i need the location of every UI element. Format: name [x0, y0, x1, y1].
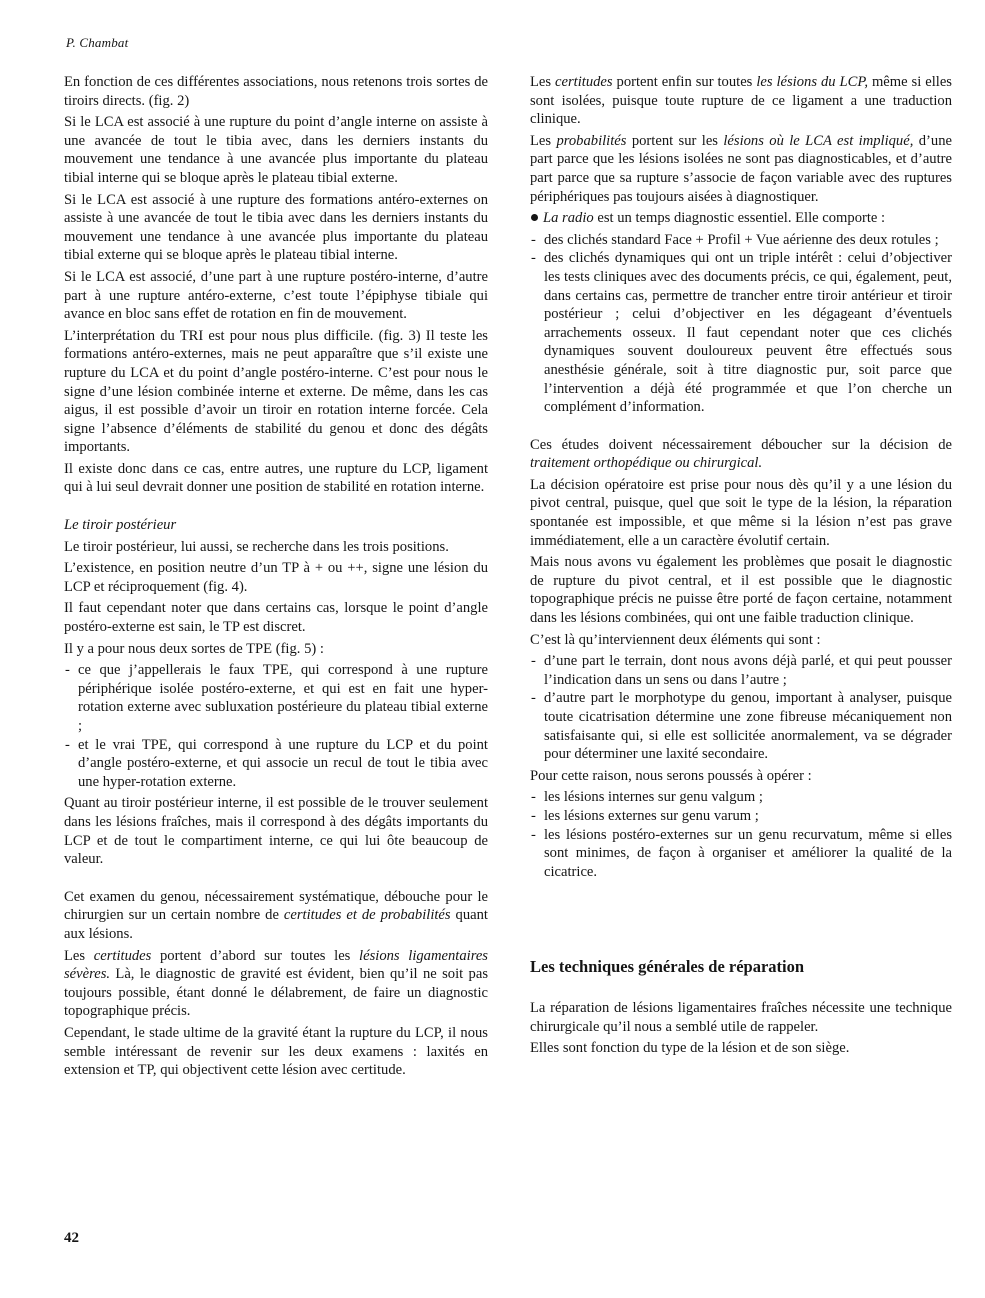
italic-span: certitudes	[555, 74, 613, 90]
operer-list	[530, 788, 952, 881]
section-title: Les techniques générales de réparation	[530, 957, 805, 977]
paragraph	[64, 947, 488, 1021]
elements-list	[530, 652, 952, 764]
paragraph: Il existe donc dans ce cas, entre autres, une rupture du LCP, ligament qui à lui seul devrait donner une position de stabilité en rotation interne.	[64, 460, 488, 496]
list-item: - d’autre part le morphotype du genou, important à analyser, puisque toute cicatrisation détermine une zone fibreuse mécaniquement non satisfaisante qui, si elle est sollicitée anormalement, va se dégrader pour déterminer une laxité secondaire.	[530, 689, 952, 763]
paragraph	[530, 132, 952, 206]
page-number: 42	[64, 1230, 79, 1246]
list-item: - les lésions externes sur genu varum ;	[530, 807, 952, 826]
list-item: - d’une part le terrain, dont nous avons déjà parlé, et qui peut pousser l’indication dans un sens ou dans l’autre ;	[530, 652, 952, 689]
list-item: - des clichés dynamiques qui ont un triple intérêt : celui d’objectiver les tests cliniques avec des documents précis, ce qui, également, peut, dans certains cas, permettre de trancher entre tiroir antérieur et tiroir postérieur ; celui d’objectiver en les dégageant d’éventuels arrachements osseux. Il faut cependant noter que ces clichés dynamiques souvent douloureux peuvent être effectués sous anesthésie générale, soit à titre diagnostic pur, soit parce que l’intervention a déjà été programmée et que l’on cherche un complément d’information.	[530, 249, 952, 416]
text-span: Les	[530, 74, 556, 90]
text-span: portent sur les	[626, 132, 724, 149]
radio-list	[530, 231, 952, 417]
subheading-tiroir-posterieur: Le tiroir postérieur	[64, 517, 177, 534]
paragraph	[530, 209, 952, 228]
paragraph: C’est là qu’interviennent deux éléments qui sont :	[530, 631, 821, 648]
italic-span: La radio	[543, 210, 594, 227]
italic-span: certitudes et de probabilités	[283, 907, 451, 924]
text-span: Les	[64, 947, 94, 964]
italic-span: les lésions du LCP,	[756, 74, 869, 90]
paragraph: Elles sont fonction du type de la lésion et de son siège.	[530, 1040, 850, 1057]
left-column	[64, 73, 488, 1083]
paragraph: Il faut cependant noter que dans certains cas, lorsque le point d’angle postéro-externe est sain, le TP est discret.	[64, 600, 488, 636]
list-item: - des clichés standard Face + Profil + Vue aérienne des deux rotules ;	[530, 231, 952, 250]
text-span: portent d’abord sur toutes les	[151, 947, 360, 964]
paragraph: Mais nous avons vu également les problèmes que posait le diagnostic de rupture du pivot central, et il est possible que le diagnostic topographique précis ne puisse être porté de façon certaine, notamment dans les lésions combinées, qui ont une faible traduction clinique.	[530, 554, 952, 627]
paragraph	[64, 888, 488, 944]
paragraph: Cependant, le stade ultime de la gravité étant la rupture du LCP, il nous semble intéressant de revenir sur les deux examens : laxités en extension et TP, qui objectivent cette lésion avec certitude.	[64, 1024, 488, 1079]
italic-span: lésions ligamentaires sévères.	[64, 947, 488, 983]
paragraph: Le tiroir postérieur, lui aussi, se recherche dans les trois positions.	[64, 538, 449, 555]
paragraph: Si le LCA est associé à une rupture des formations antéro-externes on assiste à une avancée de tout le tibia avec dans les derniers instants du mouvement une tendance à une avancée plus importante du plateau tibial externe qui se bloque après le plateau tibial interne.	[64, 191, 488, 264]
italic-span: probabilités	[556, 132, 627, 149]
running-head-author: P. Chambat	[66, 35, 129, 50]
text-span: d’une part parce que les lésions isolées ne sont pas diagnosticables, et d’autre part parce que sa rupture s’associe de façon variable avec des ruptures périphériques pas toujours aisées à diagnostiquer.	[530, 132, 952, 205]
text-span: Cet examen du genou, nécessairement systématique, débouche pour le chirurgien sur un certain nombre de	[64, 888, 488, 924]
paragraph: La décision opératoire est prise pour nous dès qu’il y a une lésion du pivot central, puisque, quel que soit le type de la lésion, la réparation spontanée est impossible, et que même si la lésion n’est pas grave immédiatement, elle a un caractère évolutif certain.	[530, 476, 952, 549]
paragraph: Pour cette raison, nous serons poussés à opérer :	[530, 767, 812, 784]
text-span: est un temps diagnostic essentiel. Elle comporte :	[593, 210, 886, 227]
text-span: quant aux lésions.	[64, 907, 488, 942]
text-span: portent enfin sur toutes	[612, 74, 757, 90]
paragraph: La réparation de lésions ligamentaires fraîches nécessite une technique chirurgicale qu’il nous a semblé utile de rappeler.	[530, 999, 952, 1035]
paragraph: Quant au tiroir postérieur interne, il est possible de le trouver seulement dans les lésions fraîches, mais il correspond à des dégâts importants du LCP et de tout le compartiment interne, ce qui lui ôte beaucoup de valeur.	[64, 795, 488, 868]
text-span: Ces études doivent nécessairement déboucher sur la décision de	[530, 436, 952, 453]
paragraph	[530, 73, 952, 129]
paragraph: L’interprétation du TRI est pour nous plus difficile. (fig. 3) Il teste les formations antéro-externes, mais ne peut apparaître que s’il existe une rupture du LCA et du point d’angle postéro-interne. C’est pour nous le signe d’une lésion combinée interne et externe. De même, dans les cas aigus, il est possible d’avoir un tiroir en rotation interne forcée. Cela signe l’absence d’éléments de stabilité du genou et donc des dégâts importants.	[64, 327, 488, 456]
paragraph: L’existence, en position neutre d’un TP à + ou ++, signe une lésion du LCP et réciproquement (fig. 4).	[64, 560, 488, 595]
paragraph: Il y a pour nous deux sortes de TPE (fig. 5) :	[64, 640, 324, 657]
paragraph	[530, 436, 952, 473]
text-span: Là, le diagnostic de gravité est évident, bien qu’il ne soit pas toujours possible, étant donné le délabrement, de faire un diagnostic topographique précis.	[64, 966, 488, 1020]
list-item: - et le vrai TPE, qui correspond à une rupture du LCP et du point d’angle postéro-externe, et qui associe un recul de tout le tibia avec une hyper-rotation externe.	[64, 736, 488, 792]
italic-span: certitudes	[93, 947, 152, 964]
tpe-list	[64, 661, 488, 791]
bullet-icon	[531, 214, 538, 221]
italic-span: lésions où le LCA est impliqué,	[723, 132, 914, 149]
text-span: Les	[530, 132, 557, 149]
paragraph: Si le LCA est associé, d’une part à une rupture postéro-interne, d’autre part à une rupture antéro-externe, c’est toute l’épiphyse tibiale qui avance en bloc sans effet de rotation en fin de mouvement.	[64, 268, 488, 323]
list-item: - les lésions postéro-externes sur un genu recurvatum, même si elles sont minimes, de façon à organiser et améliorer la qualité de la cicatrice.	[530, 826, 952, 882]
text-span: même si elles sont isolées, puisque toute rupture de ce ligament a une traduction clinique.	[530, 74, 952, 128]
paragraph: En fonction de ces différentes associations, nous retenons trois sortes de tiroirs directs. (fig. 2)	[64, 74, 488, 109]
list-item: - ce que j’appellerais le faux TPE, qui correspond à une rupture périphérique isolée postéro-externe, et qui est en fait une hyper-rotation externe avec subluxation postérieure du plateau tibial externe ;	[64, 661, 488, 735]
right-column	[530, 73, 952, 1061]
italic-span: traitement orthopédique ou chirurgical.	[530, 455, 763, 472]
list-item: - les lésions internes sur genu valgum ;	[530, 788, 952, 807]
paragraph: Si le LCA est associé à une rupture du point d’angle interne on assiste à une avancée de tout le tibia avec, dans les derniers instants du mouvement une tendance à une avancée plus importante du plateau tibial interne qui se bloque après le plateau tibial externe.	[64, 114, 488, 186]
